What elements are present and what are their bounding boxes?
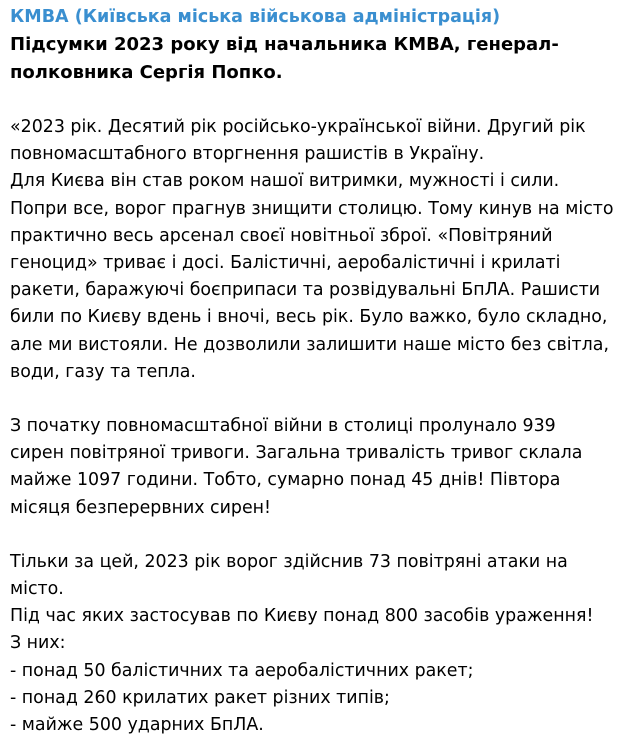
text-line: Тільки за цей, 2023 рік ворог здійснив 73 повітряні атаки на [10,551,568,572]
paragraph-attacks [10,549,612,739]
text-line: практично весь арсенал своєї новітньої зброї. «Повітряний [10,225,553,246]
post-body [10,114,612,739]
text-line: Для Києва він став роком нашої витримки, мужності і сили. [10,171,560,192]
text-line: Під час яких застосував по Києву понад 800 засобів ураження! [10,606,594,627]
text-line: геноцид» триває і досі. Балістичні, аеробалістичні і крилаті [10,253,561,274]
text-line: але ми вистояли. Не дозволили залишити наше місто без світла, [10,334,609,355]
text-line: З них: [10,633,66,654]
title-line: полковника Сергія Попко. [10,62,283,83]
text-line: З початку повномасштабної війни в столиці пролунало 939 [10,416,556,437]
paragraph-intro [10,114,612,386]
text-line: місяця безперервних сирен! [10,497,272,518]
list-item: - понад 50 балістичних та аеробалістичних ракет; [10,660,474,681]
list-item: - майже 500 ударних БпЛА. [10,715,264,736]
text-line: місто. [10,579,64,600]
text-line: сирен повітряної тривоги. Загальна тривалість тривог склала [10,443,583,464]
text-line: били по Києву вдень і вночі, весь рік. Було важко, було складно, [10,307,608,328]
post-title [10,31,612,87]
text-line: води, газу та тепла. [10,361,196,382]
text-line: «2023 рік. Десятий рік російсько-української війни. Другий рік [10,117,586,137]
paragraph-sirens [10,413,612,522]
text-line: майже 1097 години. Тобто, сумарно понад 45 днів! Півтора [10,470,561,491]
list-item: - понад 260 крилатих ракет різних типів; [10,687,390,708]
title-line: Підсумки 2023 року від начальника КМВА, генерал- [10,34,559,55]
text-line: повномасштабного вторгнення рашистів в Україну. [10,144,485,165]
channel-name-link[interactable]: КМВА (Київська міська військова адміністрація) [10,7,501,27]
text-line: Попри все, ворог прагнув знищити столицю. Тому кинув на місто [10,198,614,219]
text-line: ракети, баражуючі боєприпаси та розвідувальні БпЛА. Рашисти [10,280,601,301]
